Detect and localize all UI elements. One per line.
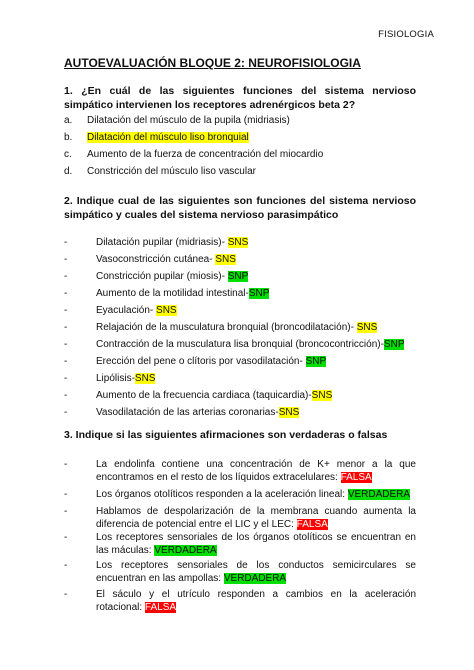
q1-option-b <box>64 131 249 144</box>
bullet-dash: - <box>64 356 68 367</box>
option-text: Constricción del músculo liso vascular <box>87 166 256 177</box>
bullet-dash: - <box>64 459 68 470</box>
q2-item <box>64 287 269 300</box>
bullet-dash: - <box>64 407 68 418</box>
answer-snp: SNP <box>383 339 405 350</box>
bullet-dash: - <box>64 339 68 350</box>
item-text: Vasoconstricción cutánea- <box>96 254 216 265</box>
q3-item <box>64 458 416 484</box>
item-text: Hablamos de despolarización de la membrana cuando aumenta la diferencia de potencial entre el LIC y el LEC: <box>96 506 416 530</box>
q2-item <box>64 338 404 351</box>
answer-sns: SNS <box>311 390 333 401</box>
q1-option-a <box>64 114 290 127</box>
answer-sns: SNS <box>278 407 300 418</box>
bullet-dash: - <box>64 560 68 571</box>
item-text: Los receptores sensoriales de los órganos otolíticos se encuentran en las máculas: <box>96 532 416 556</box>
q2-item <box>64 321 377 334</box>
option-letter: d. <box>64 166 73 177</box>
answer-falsa: FALSA <box>296 519 328 530</box>
bullet-dash: - <box>64 288 68 299</box>
bullet-dash: - <box>64 305 68 316</box>
answer-snp: SNP <box>305 356 327 367</box>
q2-item <box>64 372 155 385</box>
item-text: Dilatación pupilar (midriasis)- <box>96 237 228 248</box>
item-content <box>96 588 416 614</box>
q1-option-d <box>64 165 256 178</box>
item-text: Aumento de la frecuencia cardiaca (taquicardia)- <box>96 390 312 401</box>
q3-item <box>64 588 416 614</box>
answer-sns: SNS <box>134 373 156 384</box>
bullet-dash: - <box>64 237 68 248</box>
item-text: Los receptores sensoriales de los conductos semicirculares se encuentran en las ampollas: <box>96 560 416 584</box>
answer-falsa: FALSA <box>144 602 177 613</box>
answer-verdadera: VERDADERA <box>223 573 287 584</box>
answer-sns: SNS <box>156 305 177 316</box>
bullet-dash: - <box>64 390 68 401</box>
item-content <box>96 505 416 531</box>
item-text: Contracción de la musculatura lisa bronquial (broncocontricción)- <box>96 339 384 350</box>
item-text: Vasodilatación de las arterias coronarias- <box>96 407 279 418</box>
q3-item <box>64 488 416 501</box>
item-text: Relajación de la musculatura bronquial (broncodilatación)- <box>96 322 357 333</box>
answer-snp: SNP <box>248 288 270 299</box>
q3-item <box>64 531 416 557</box>
item-text: El sáculo y el utrículo responden a cambios en la aceleración rotacional: <box>96 589 416 613</box>
item-text: Aumento de la motilidad intestinal- <box>96 288 249 299</box>
answer-sns: SNS <box>215 254 236 265</box>
item-text: Erección del pene o clítoris por vasodilatación- <box>96 356 306 367</box>
item-text: La endolinfa contiene una concentración de K+ menor a la que encontramos en el resto de los líquidos extracelulares: <box>96 459 416 483</box>
item-text: Eyaculación- <box>96 305 157 316</box>
option-text: Dilatación del músculo de la pupila (midriasis) <box>87 115 290 126</box>
q2-item <box>64 270 248 283</box>
q1-option-c <box>64 148 323 161</box>
answer-snp: SNP <box>227 271 249 282</box>
item-content <box>96 559 416 585</box>
q2-item <box>64 406 299 419</box>
option-letter: b. <box>64 132 73 143</box>
document-title: AUTOEVALUACIÓN BLOQUE 2: NEUROFISIOLOGIA <box>64 56 361 70</box>
question-1: 1. ¿En cuál de las siguientes funciones del sistema nervioso simpático intervienen los receptores adrenérgicos beta 2? <box>64 85 416 111</box>
page-header: FISIOLOGIA <box>378 29 434 40</box>
bullet-dash: - <box>64 589 68 600</box>
bullet-dash: - <box>64 532 68 543</box>
question-2: 2. Indique cual de las siguientes son funciones del sistema nervioso simpático y cuales del sistema nervioso parasimpático <box>64 195 416 221</box>
q2-item <box>64 389 332 402</box>
bullet-dash: - <box>64 322 68 333</box>
q3-item <box>64 505 416 531</box>
bullet-dash: - <box>64 271 68 282</box>
answer-sns: SNS <box>356 322 378 333</box>
option-letter: a. <box>64 115 73 126</box>
q2-item <box>64 355 326 368</box>
bullet-dash: - <box>64 489 68 500</box>
q2-item <box>64 236 248 249</box>
bullet-dash: - <box>64 373 68 384</box>
item-content <box>96 488 416 501</box>
q2-item <box>64 253 236 266</box>
item-content <box>96 531 416 557</box>
option-text-highlighted: Dilatación del músculo liso bronquial <box>87 132 249 143</box>
answer-verdadera: VERDADERA <box>154 545 217 556</box>
answer-falsa: FALSA <box>340 472 372 483</box>
option-text: Aumento de la fuerza de concentración del miocardio <box>87 149 324 160</box>
answer-verdadera: VERDADERA <box>347 489 411 500</box>
answer-sns: SNS <box>227 237 249 248</box>
q3-item <box>64 559 416 585</box>
item-text: Los órganos otolíticos responden a la aceleración lineal: <box>96 489 348 500</box>
item-content <box>96 458 416 484</box>
bullet-dash: - <box>64 254 68 265</box>
q2-item <box>64 304 177 317</box>
question-3: 3. Indique si las siguientes afirmaciones son verdaderas o falsas <box>64 429 388 441</box>
item-text: Constricción pupilar (miosis)- <box>96 271 228 282</box>
option-letter: c. <box>64 149 72 160</box>
item-text: Lipólisis- <box>96 373 135 384</box>
bullet-dash: - <box>64 506 68 517</box>
